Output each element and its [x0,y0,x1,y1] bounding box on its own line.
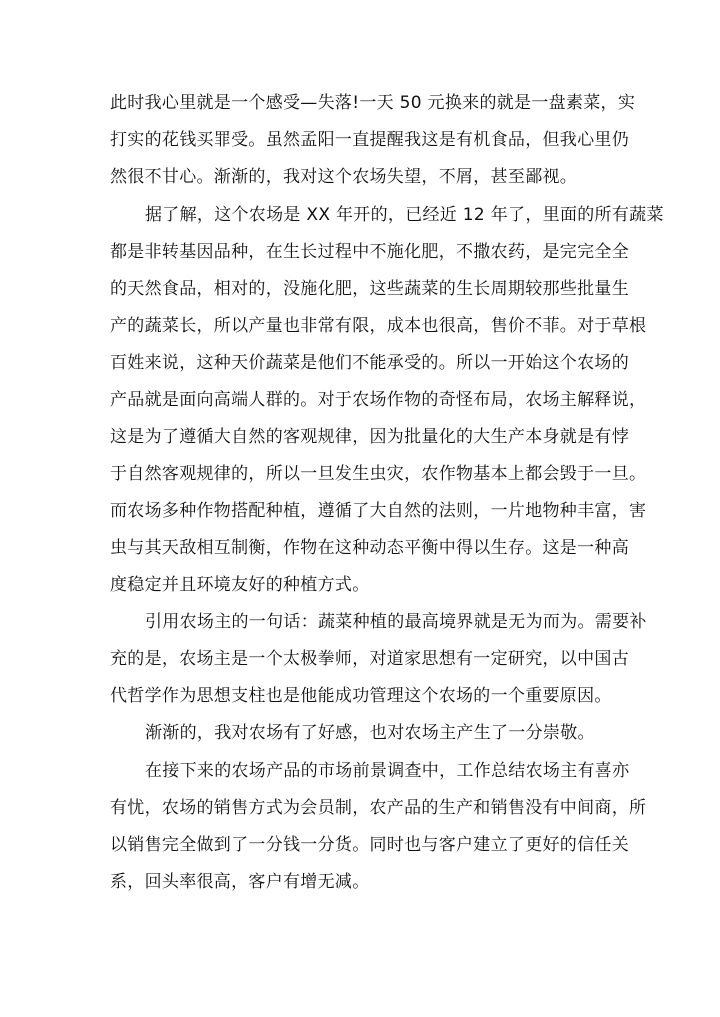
text-line: 在接下来的农场产品的市场前景调查中，工作总结农场主有喜亦 [145,761,630,781]
text-line: 有忧，农场的销售方式为会员制，农产品的生产和销售没有中间商，所 [110,798,647,818]
text-line: 产品就是面向高端人群的。对于农场作物的奇怪布局，农场主解释说， [110,390,647,410]
text-line: 这是为了遵循大自然的客观规律，因为批量化的大生产本身就是有悖 [110,427,629,447]
text-line: 以销售完全做到了一分钱一分货。同时也与客户建立了更好的信任关 [110,835,629,855]
text-line: 系，回头率很高，客户有增无减。 [110,872,370,892]
text-line: 百姓来说，这种天价蔬菜是他们不能承受的。所以一开始这个农场的 [110,353,629,373]
text-line: 的天然食品，相对的，没施化肥，这些蔬菜的生长周期较那些批量生 [110,279,629,299]
text-line: 代哲学作为思想支柱也是他能成功管理这个农场的一个重要原因。 [110,686,612,706]
text-line: 充的是，农场主是一个太极拳师，对道家思想有一定研究，以中国古 [110,649,629,669]
text-line: 然很不甘心。渐渐的，我对这个农场失望，不屑，甚至鄙视。 [110,167,578,187]
text-line: 虫与其天敌相互制衡，作物在这种动态平衡中得以生存。这是一种高 [110,538,629,558]
text-line: 渐渐的，我对农场有了好感，也对农场主产生了一分崇敬。 [145,723,595,743]
text-line: 产的蔬菜长，所以产量也非常有限，成本也很高，售价不菲。对于草根 [110,316,647,336]
text-line: 打实的花钱买罪受。虽然孟阳一直提醒我这是有机食品，但我心里仍 [110,130,629,150]
text-line: 度稳定并且环境友好的种植方式。 [110,575,370,595]
text-line: 引用农场主的一句话：蔬菜种植的最高境界就是无为而为。需要补 [145,612,647,632]
text-line: 据了解，这个农场是 XX 年开的，已经近 12 年了，里面的所有蔬菜 [145,205,664,225]
text-line: 于自然客观规律的，所以一旦发生虫灾，农作物基本上都会毁于一旦。 [110,464,647,484]
text-line: 而农场多种作物搭配种植，遵循了大自然的法则，一片地物种丰富，害 [110,501,647,521]
text-line: 此时我心里就是一个感受—失落!一天 50 元换来的就是一盘素菜，实 [110,93,636,113]
text-line: 都是非转基因品种，在生长过程中不施化肥，不撒农药，是完完全全 [110,242,629,262]
